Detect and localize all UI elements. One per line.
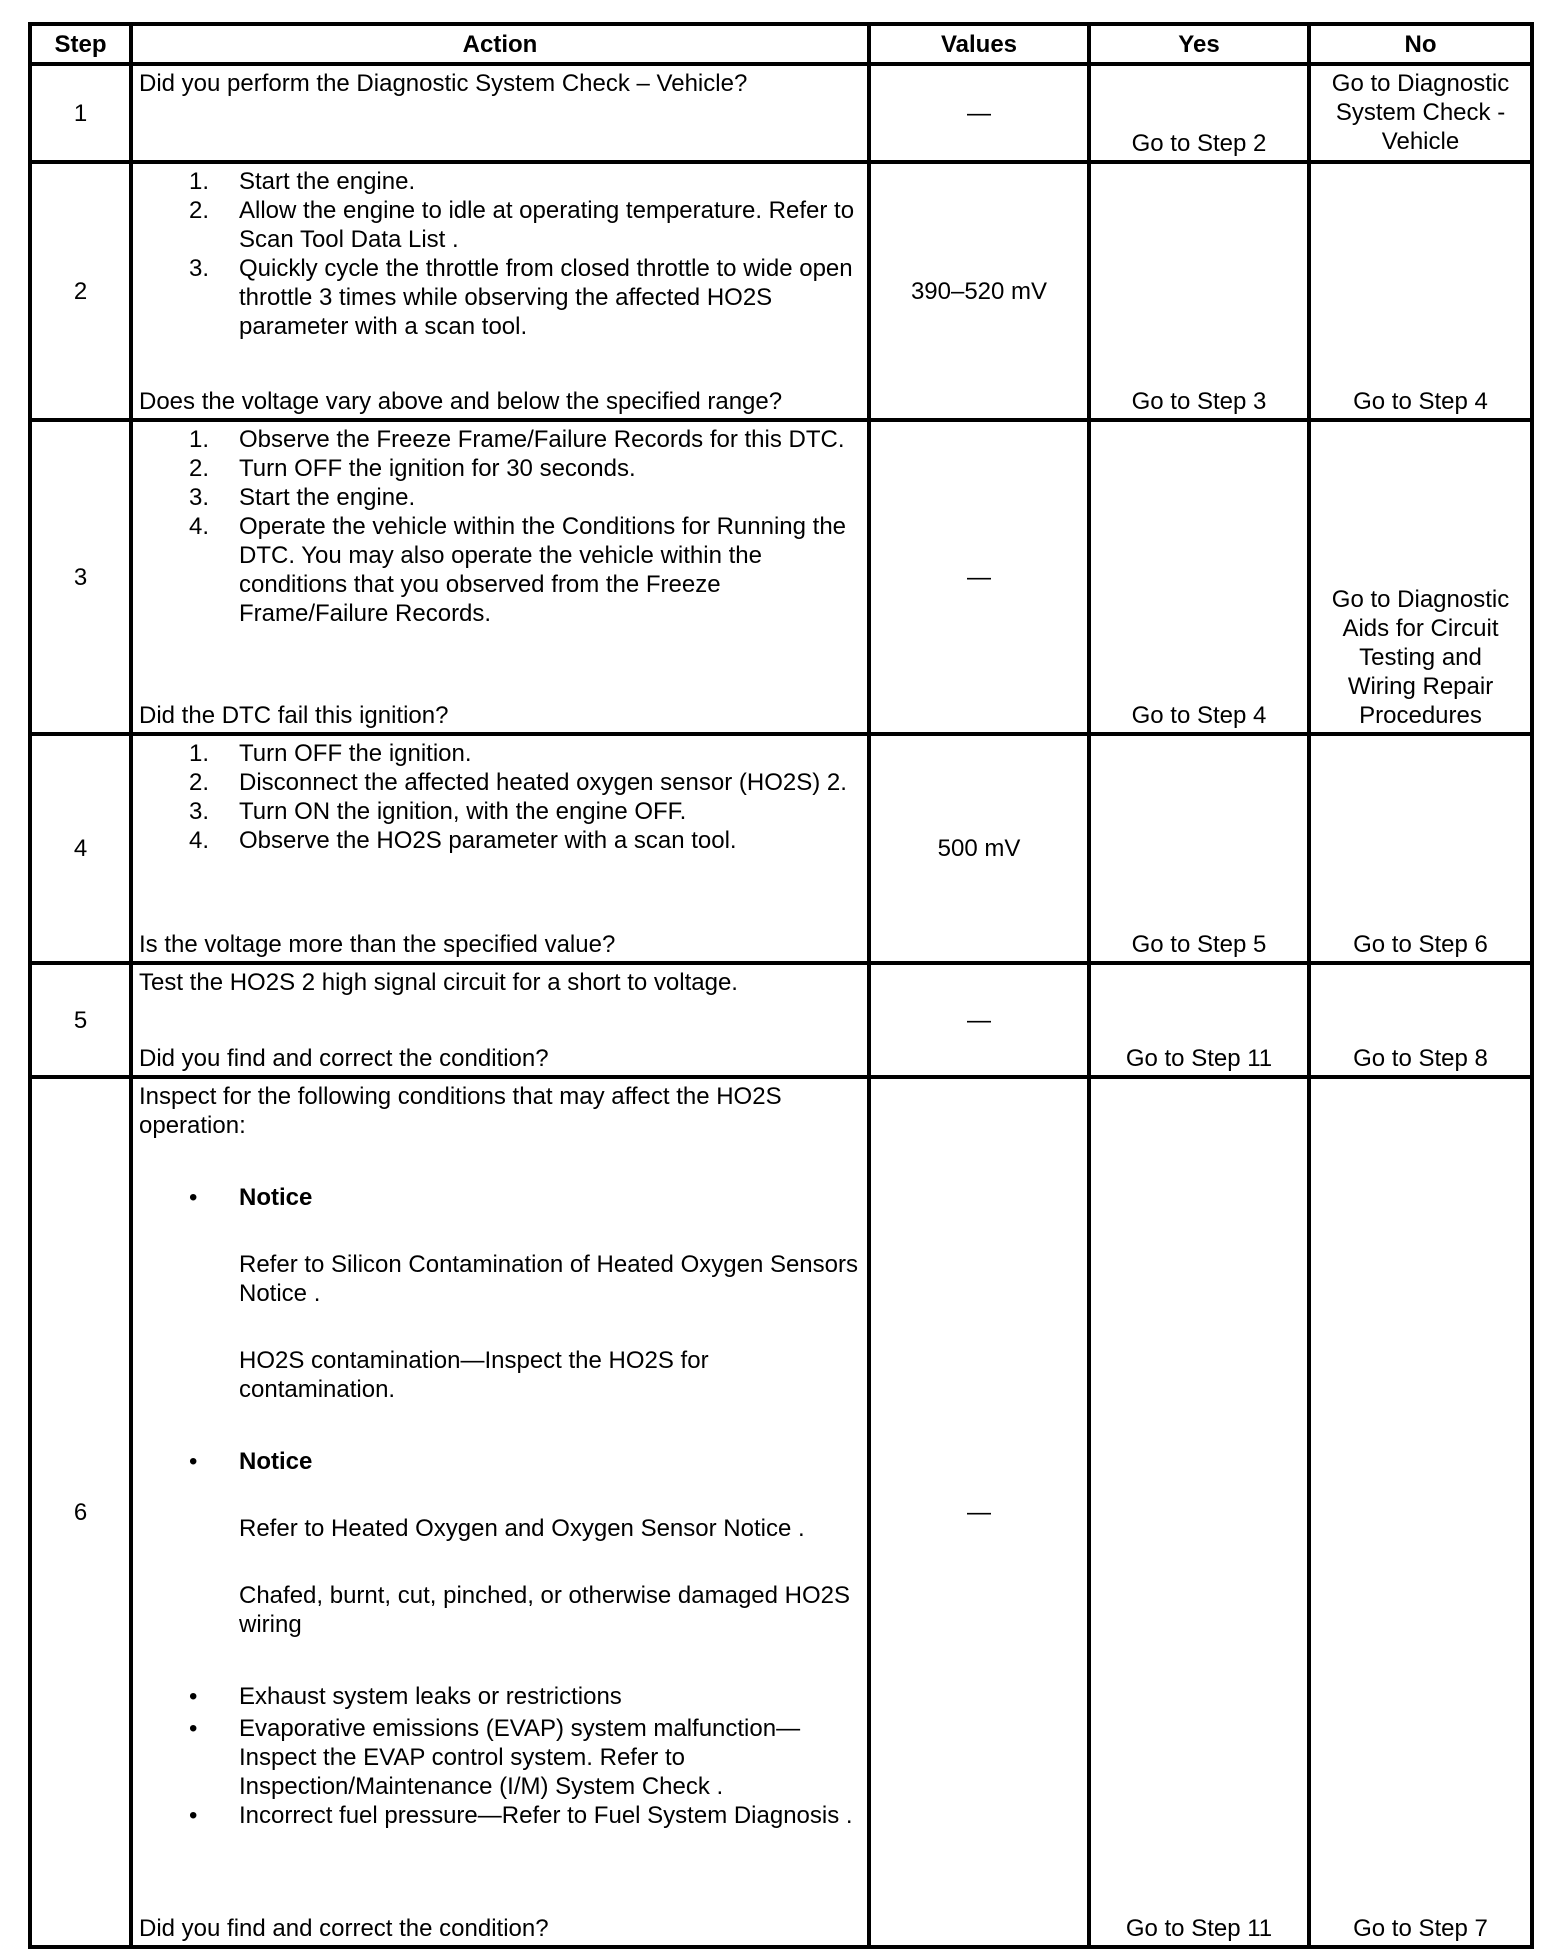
notice-refer: Refer to Heated Oxygen and Oxygen Sensor Notice .	[239, 1515, 805, 1542]
step-number: 2	[30, 162, 131, 420]
notice-list	[139, 1183, 861, 1212]
yes-cell: Go to Step 11	[1089, 1077, 1309, 1947]
header-yes: Yes	[1089, 24, 1309, 64]
step-number: 4	[30, 734, 131, 963]
notice-item	[139, 1183, 861, 1212]
no-cell: Go to Step 8	[1309, 963, 1532, 1077]
action-step: 3. Turn ON the ignition, with the engine OFF.	[189, 798, 687, 825]
table-row	[30, 963, 1532, 1077]
header-action: Action	[131, 24, 869, 64]
action-cell	[131, 420, 869, 734]
action-cell	[131, 64, 869, 162]
action-step: 3. Start the engine.	[189, 484, 416, 511]
bullet: •	[189, 1448, 198, 1475]
no-text: Go to Diagnostic Aids for Circuit Testing and Wiring Repair Procedures	[1331, 586, 1510, 729]
action-question: Did the DTC fail this ignition?	[139, 702, 449, 729]
header-values: Values	[869, 24, 1089, 64]
condition-item: • Incorrect fuel pressure—Refer to Fuel System Diagnosis .	[189, 1802, 853, 1829]
action-step: 2. Turn OFF the ignition for 30 seconds.	[189, 455, 636, 482]
step-number: 1	[30, 64, 131, 162]
no-cell: Go to Step 7	[1309, 1077, 1532, 1947]
action-cell	[131, 162, 869, 420]
action-step: 2. Disconnect the affected heated oxygen sensor (HO2S) 2.	[189, 769, 847, 796]
no-cell: Go to Step 4	[1309, 162, 1532, 420]
table-row	[30, 734, 1532, 963]
action-text: Test the HO2S 2 high signal circuit for a short to voltage.	[139, 969, 738, 996]
action-question: Did you find and correct the condition?	[139, 1045, 549, 1072]
notice-detail: HO2S contamination—Inspect the HO2S for contamination.	[239, 1347, 709, 1403]
yes-cell: Go to Step 4	[1089, 420, 1309, 734]
condition-item: • Evaporative emissions (EVAP) system malfunction—Inspect the EVAP control system. Refer to Inspection/Maintenance (I/M) System Check .	[189, 1715, 801, 1800]
notice-item	[139, 1447, 861, 1476]
condition-item: • Exhaust system leaks or restrictions	[189, 1683, 622, 1710]
action-cell	[131, 734, 869, 963]
action-step: 1. Start the engine.	[189, 168, 416, 195]
step-number: 3	[30, 420, 131, 734]
table-row	[30, 1077, 1532, 1947]
values-cell: —	[869, 420, 1089, 734]
no-cell: Go to Step 6	[1309, 734, 1532, 963]
no-text: Go to Diagnostic System Check - Vehicle	[1331, 70, 1510, 155]
yes-cell: Go to Step 3	[1089, 162, 1309, 420]
condition-list	[139, 1682, 861, 1830]
yes-cell: Go to Step 11	[1089, 963, 1309, 1077]
notice-title: Notice	[239, 1448, 313, 1475]
action-text: Inspect for the following conditions that may affect the HO2S operation:	[139, 1083, 782, 1139]
table-row	[30, 64, 1532, 162]
yes-cell: Go to Step 2	[1089, 64, 1309, 162]
action-text: Did you perform the Diagnostic System Check – Vehicle?	[139, 70, 748, 97]
step-number: 5	[30, 963, 131, 1077]
action-step: 3. Quickly cycle the throttle from closed throttle to wide open throttle 3 times while observing the affected HO2S parameter with a scan tool.	[189, 255, 853, 340]
action-question: Does the voltage vary above and below the specified range?	[139, 388, 783, 415]
action-step: 1. Observe the Freeze Frame/Failure Records for this DTC.	[189, 426, 845, 453]
action-cell	[131, 1077, 869, 1947]
step-number: 6	[30, 1077, 131, 1947]
no-cell	[1309, 64, 1532, 162]
values-cell: —	[869, 64, 1089, 162]
action-step: 1. Turn OFF the ignition.	[189, 740, 472, 767]
notice-refer: Refer to Silicon Contamination of Heated Oxygen Sensors Notice .	[239, 1251, 858, 1307]
notice-list	[139, 1447, 861, 1476]
notice-title: Notice	[239, 1184, 313, 1211]
diagnostic-table	[28, 22, 1534, 1949]
action-step: 4. Operate the vehicle within the Conditions for Running the DTC. You may also operate the vehicle within the conditions that you observed from the Freeze Frame/Failure Records.	[189, 513, 847, 627]
action-cell	[131, 963, 869, 1077]
no-cell	[1309, 420, 1532, 734]
values-cell: —	[869, 963, 1089, 1077]
notice-detail: Chafed, burnt, cut, pinched, or otherwise damaged HO2S wiring	[239, 1582, 851, 1638]
action-step: 2. Allow the engine to idle at operating temperature. Refer to Scan Tool Data List .	[189, 197, 855, 253]
action-question: Did you find and correct the condition?	[139, 1915, 549, 1942]
table-row	[30, 420, 1532, 734]
header-step: Step	[30, 24, 131, 64]
values-cell: 390–520 mV	[869, 162, 1089, 420]
action-steps	[139, 167, 861, 341]
values-cell: —	[869, 1077, 1089, 1947]
action-steps	[139, 739, 861, 855]
yes-cell: Go to Step 5	[1089, 734, 1309, 963]
action-step: 4. Observe the HO2S parameter with a scan tool.	[189, 827, 737, 854]
action-question: Is the voltage more than the specified value?	[139, 931, 616, 958]
header-row	[30, 24, 1532, 64]
values-cell: 500 mV	[869, 734, 1089, 963]
bullet: •	[189, 1184, 198, 1211]
table-row	[30, 162, 1532, 420]
action-steps	[139, 425, 861, 628]
header-no: No	[1309, 24, 1532, 64]
